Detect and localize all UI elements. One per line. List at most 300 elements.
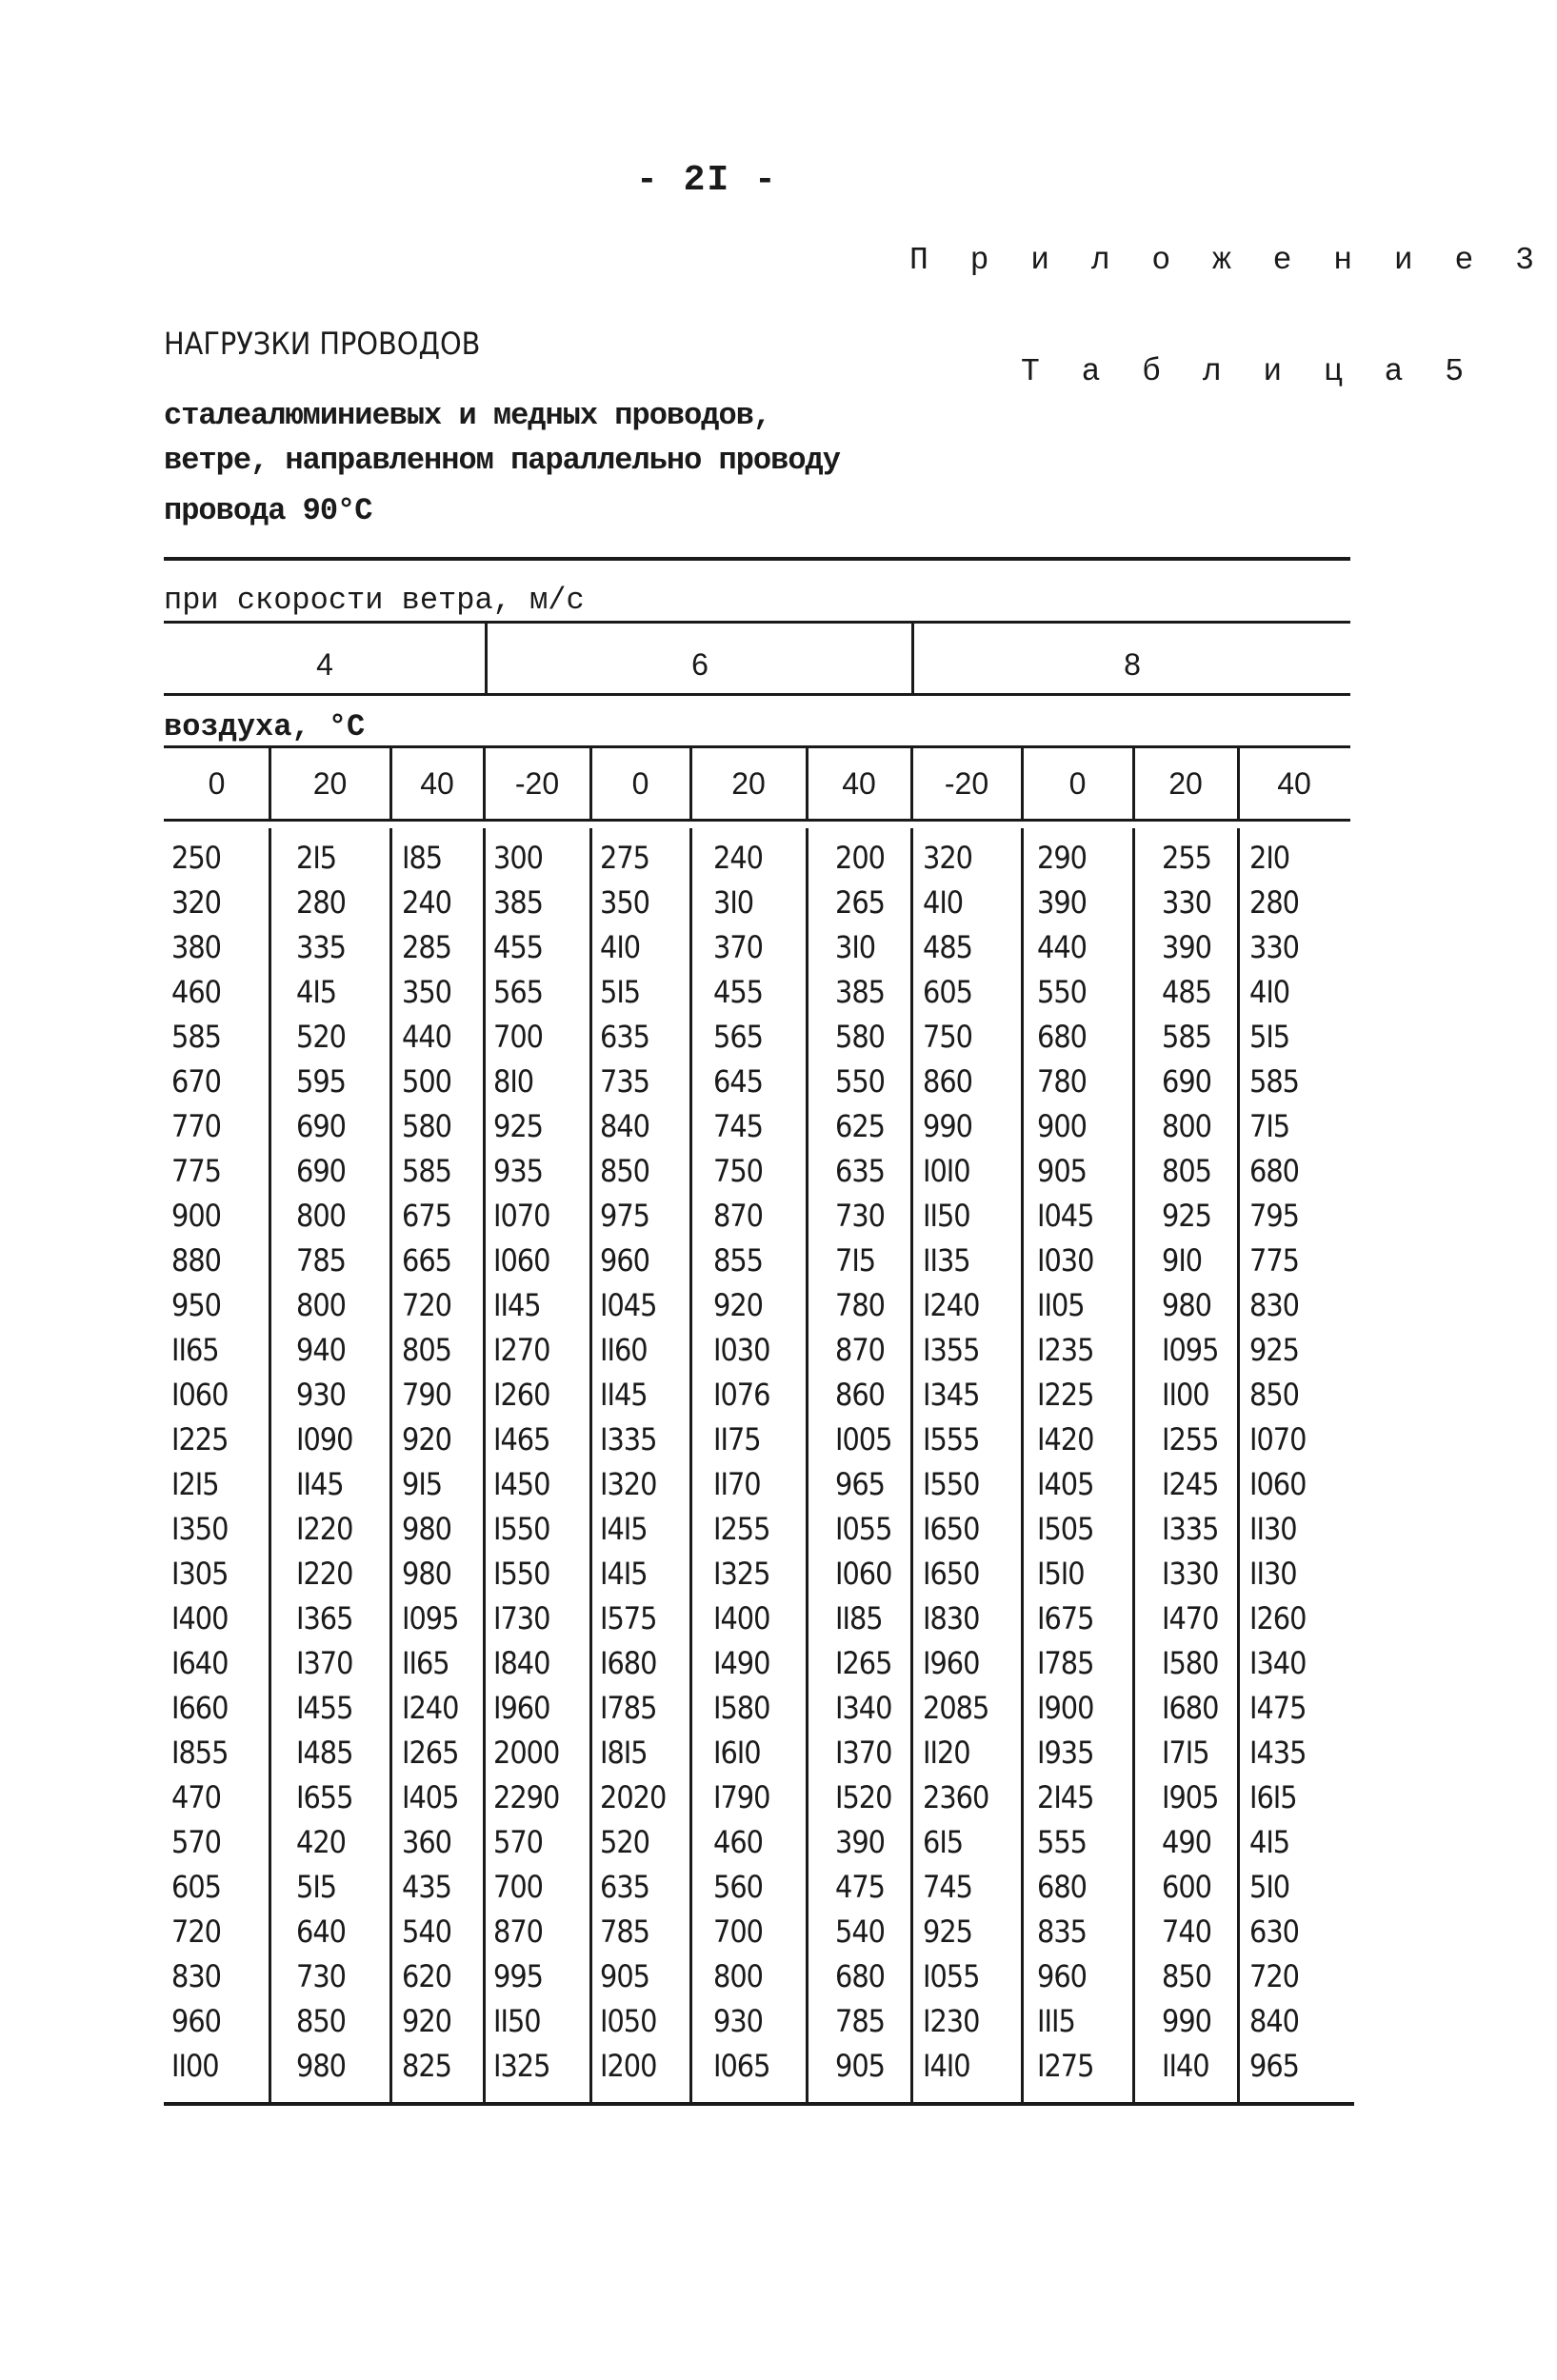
table-cell: I235	[1037, 1332, 1094, 1368]
table-cell: I960	[493, 1690, 550, 1726]
table-cell: I785	[600, 1690, 657, 1726]
table-cell: I2I5	[171, 1466, 219, 1502]
table-cell: 550	[835, 1063, 885, 1100]
table-cell: I790	[713, 1779, 770, 1815]
table-cell: II45	[296, 1466, 344, 1502]
table-cell: 750	[923, 1019, 972, 1055]
table-cell: II00	[171, 2048, 219, 2084]
table-cell: 625	[835, 1108, 885, 1144]
body-column-divider	[1132, 828, 1135, 2102]
table-cell: I6I0	[713, 1735, 761, 1771]
table-cell: I005	[835, 1421, 892, 1458]
air-temp-label: воздуха, °C	[164, 709, 366, 744]
table-cell: I095	[402, 1600, 459, 1636]
table-cell: 960	[171, 2003, 221, 2039]
table-cell: I255	[713, 1511, 770, 1547]
table-cell: 920	[402, 2003, 451, 2039]
table-cell: 640	[296, 1914, 346, 1950]
temp-header-cell: 20	[312, 766, 348, 801]
table-cell: I220	[296, 1556, 353, 1592]
table-cell: 460	[713, 1824, 763, 1860]
table-cell: 680	[1037, 1869, 1087, 1905]
table-cell: 965	[1249, 2048, 1299, 2084]
table-cell: I030	[713, 1332, 770, 1368]
table-cell: II30	[1249, 1511, 1297, 1547]
table-cell: I730	[493, 1600, 550, 1636]
table-cell: 5I5	[296, 1869, 337, 1905]
temp-header-cell: -20	[514, 766, 560, 801]
table-cell: II05	[1037, 1287, 1085, 1323]
table-cell: 385	[835, 974, 885, 1010]
table-cell: 905	[600, 1958, 649, 1994]
table-cell: II60	[600, 1332, 648, 1368]
table-cell: 880	[171, 1242, 221, 1279]
table-cell: I095	[1162, 1332, 1219, 1368]
table-cell: 460	[171, 974, 221, 1010]
table-cell: I400	[171, 1600, 229, 1636]
table-cell: I240	[402, 1690, 459, 1726]
table-cell: I4I5	[600, 1556, 648, 1592]
speed-bottom-rule	[164, 693, 1350, 696]
table-cell: 855	[713, 1242, 763, 1279]
table-cell: I550	[493, 1511, 550, 1547]
temp-bottom-rule	[164, 819, 1350, 822]
table-cell: 905	[835, 2048, 885, 2084]
table-cell: I465	[493, 1421, 550, 1458]
temp-header-cell: 0	[631, 766, 649, 801]
table-cell: 800	[1162, 1108, 1211, 1144]
table-cell: 925	[923, 1914, 972, 1950]
table-cell: I355	[923, 1332, 980, 1368]
table-cell: I060	[493, 1242, 550, 1279]
table-cell: I400	[713, 1600, 770, 1636]
table-cell: I265	[835, 1645, 892, 1681]
body-column-divider	[806, 828, 808, 2102]
table-cell: I0I0	[923, 1153, 970, 1189]
table-cell: 840	[1249, 2003, 1299, 2039]
table-cell: 585	[1162, 1019, 1211, 1055]
table-cell: 800	[296, 1198, 346, 1234]
table-number: Т а б л и ц а 5	[1021, 354, 1476, 389]
table-cell: I320	[600, 1466, 657, 1502]
table-cell: 320	[923, 840, 972, 876]
table-cell: 520	[296, 1019, 346, 1055]
table-cell: 680	[835, 1958, 885, 1994]
table-cell: I060	[835, 1556, 892, 1592]
table-cell: I855	[171, 1735, 229, 1771]
table-cell: I830	[923, 1600, 980, 1636]
table-cell: 720	[402, 1287, 451, 1323]
table-cell: 720	[1249, 1958, 1299, 1994]
table-cell: 370	[713, 929, 763, 965]
table-cell: 950	[171, 1287, 221, 1323]
table-cell: 870	[835, 1332, 885, 1368]
table-cell: I345	[923, 1377, 980, 1413]
header-column-divider	[806, 748, 808, 819]
table-cell: 2360	[923, 1779, 989, 1815]
table-cell: 830	[1249, 1287, 1299, 1323]
table-cell: 5I5	[1249, 1019, 1290, 1055]
table-cell: I575	[600, 1600, 657, 1636]
table-cell: 600	[1162, 1869, 1211, 1905]
header-column-divider	[589, 748, 592, 819]
table-cell: I8I5	[600, 1735, 648, 1771]
table-cell: 335	[296, 929, 346, 965]
table-cell: 795	[1249, 1198, 1299, 1234]
body-column-divider	[589, 828, 592, 2102]
table-cell: 635	[600, 1869, 649, 1905]
table-cell: I4I0	[923, 2048, 970, 2084]
table-cell: I055	[923, 1958, 980, 1994]
table-cell: 775	[1249, 1242, 1299, 1279]
table-cell: 700	[493, 1869, 543, 1905]
table-cell: 825	[402, 2048, 451, 2084]
table-cell: 6I5	[923, 1824, 964, 1860]
table-cell: 2085	[923, 1690, 989, 1726]
table-cell: 920	[402, 1421, 451, 1458]
table-cell: 925	[1162, 1198, 1211, 1234]
table-cell: I580	[1162, 1645, 1219, 1681]
table-cell: 670	[171, 1063, 221, 1100]
table-cell: 385	[493, 884, 543, 921]
table-cell: 735	[600, 1063, 649, 1100]
temp-header-cell: 40	[842, 766, 876, 801]
table-cell: 620	[402, 1958, 451, 1994]
temp-header-cell: 20	[1168, 766, 1203, 801]
table-cell: 390	[835, 1824, 885, 1860]
table-cell: 360	[402, 1824, 451, 1860]
table-cell: I785	[1037, 1645, 1094, 1681]
speed-4-header: 4	[316, 647, 333, 682]
table-cell: I325	[493, 2048, 550, 2084]
table-cell: II30	[1249, 1556, 1297, 1592]
table-cell: 265	[835, 884, 885, 921]
table-cell: 900	[171, 1198, 221, 1234]
table-cell: II50	[493, 2003, 541, 2039]
table-cell: 800	[713, 1958, 763, 1994]
table-cell: 720	[171, 1914, 221, 1950]
table-cell: 595	[296, 1063, 346, 1100]
table-cell: 540	[835, 1914, 885, 1950]
header-column-divider	[1237, 748, 1240, 819]
table-cell: 700	[493, 1019, 543, 1055]
table-cell: 900	[1037, 1108, 1087, 1144]
table-cell: I505	[1037, 1511, 1094, 1547]
temp-header-cell: 20	[731, 766, 766, 801]
table-cell: 285	[402, 929, 451, 965]
table-cell: 5I0	[1249, 1869, 1290, 1905]
table-cell: I470	[1162, 1600, 1219, 1636]
table-cell: III5	[1037, 2003, 1075, 2039]
table-cell: 850	[296, 2003, 346, 2039]
table-cell: 250	[171, 840, 221, 876]
wind-speed-label: при скорости ветра, м/с	[164, 583, 585, 618]
table-cell: 5I5	[600, 974, 641, 1010]
table-cell: 680	[1037, 1019, 1087, 1055]
table-cell: I580	[713, 1690, 770, 1726]
table-cell: I045	[600, 1287, 657, 1323]
header-column-divider	[269, 748, 271, 819]
table-cell: 2I0	[1249, 840, 1290, 876]
table-cell: 390	[1162, 929, 1211, 965]
table-cell: I265	[402, 1735, 459, 1771]
table-cell: 580	[402, 1108, 451, 1144]
table-cell: 9I0	[1162, 1242, 1203, 1279]
table-cell: I275	[1037, 2048, 1094, 2084]
speed-rule	[164, 621, 1350, 624]
table-cell: II40	[1162, 2048, 1209, 2084]
table-cell: 935	[493, 1153, 543, 1189]
table-cell: 980	[296, 2048, 346, 2084]
table-cell: 745	[923, 1869, 972, 1905]
temp-header-cell: 0	[1068, 766, 1087, 801]
table-cell: II85	[835, 1600, 883, 1636]
speed-6-header: 6	[691, 647, 709, 682]
table-cell: 980	[1162, 1287, 1211, 1323]
speed-8-header: 8	[1124, 647, 1141, 682]
table-cell: I840	[493, 1645, 550, 1681]
table-cell: I660	[171, 1690, 229, 1726]
table-cell: 960	[600, 1242, 649, 1279]
table-cell: 605	[923, 974, 972, 1010]
table-cell: I5I0	[1037, 1556, 1085, 1592]
header-column-divider	[483, 748, 486, 819]
table-cell: 9I5	[402, 1466, 443, 1502]
table-cell: 860	[835, 1377, 885, 1413]
table-cell: I960	[923, 1645, 980, 1681]
table-cell: 775	[171, 1153, 221, 1189]
table-cell: 925	[493, 1108, 543, 1144]
table-cell: 905	[1037, 1153, 1087, 1189]
table-cell: 635	[835, 1153, 885, 1189]
table-cell: I450	[493, 1466, 550, 1502]
table-cell: 805	[402, 1332, 451, 1368]
table-cell: I680	[600, 1645, 657, 1681]
table-cell: I680	[1162, 1690, 1219, 1726]
table-cell: 475	[835, 1869, 885, 1905]
table-cell: I255	[1162, 1421, 1219, 1458]
table-cell: 240	[402, 884, 451, 921]
table-title: НАГРУЗКИ ПРОВОДОВ	[164, 326, 481, 362]
table-cell: 780	[835, 1287, 885, 1323]
table-cell: 730	[835, 1198, 885, 1234]
table-cell: 2020	[600, 1779, 667, 1815]
table-cell: 2000	[493, 1735, 560, 1771]
table-cell: I076	[713, 1377, 770, 1413]
table-cell: I485	[296, 1735, 353, 1771]
table-cell: 4I0	[1249, 974, 1290, 1010]
table-cell: 750	[713, 1153, 763, 1189]
body-column-divider	[689, 828, 692, 2102]
table-cell: I090	[296, 1421, 353, 1458]
table-cell: 645	[713, 1063, 763, 1100]
table-cell: II75	[713, 1421, 761, 1458]
table-cell: 730	[296, 1958, 346, 1994]
table-cell: I900	[1037, 1690, 1094, 1726]
table-cell: I365	[296, 1600, 353, 1636]
table-cell: 805	[1162, 1153, 1211, 1189]
header-column-divider	[389, 748, 392, 819]
caption-line-1: сталеалюминиевых и медных проводов,	[164, 398, 771, 433]
table-cell: 665	[402, 1242, 451, 1279]
table-cell: 785	[296, 1242, 346, 1279]
table-cell: 585	[171, 1019, 221, 1055]
table-cell: I030	[1037, 1242, 1094, 1279]
table-cell: I650	[923, 1556, 980, 1592]
table-cell: 850	[1249, 1377, 1299, 1413]
table-cell: 320	[171, 884, 221, 921]
table-cell: 940	[296, 1332, 346, 1368]
table-cell: 455	[713, 974, 763, 1010]
table-cell: I640	[171, 1645, 229, 1681]
table-cell: I225	[171, 1421, 229, 1458]
table-cell: 570	[493, 1824, 543, 1860]
body-column-divider	[269, 828, 271, 2102]
header-column-divider	[1021, 748, 1024, 819]
table-cell: I405	[402, 1779, 459, 1815]
table-cell: 8I0	[493, 1063, 534, 1100]
table-cell: 2I45	[1037, 1779, 1094, 1815]
table-cell: 500	[402, 1063, 451, 1100]
table-cell: 800	[296, 1287, 346, 1323]
table-cell: I335	[600, 1421, 657, 1458]
table-cell: I520	[835, 1779, 892, 1815]
temp-top-rule	[164, 745, 1350, 748]
table-cell: I270	[493, 1332, 550, 1368]
table-cell: I555	[923, 1421, 980, 1458]
table-cell: 585	[1249, 1063, 1299, 1100]
table-cell: I4I5	[600, 1511, 648, 1547]
table-cell: I370	[296, 1645, 353, 1681]
table-cell: 255	[1162, 840, 1211, 876]
table-cell: 870	[713, 1198, 763, 1234]
table-cell: 290	[1037, 840, 1087, 876]
table-cell: 490	[1162, 1824, 1211, 1860]
table-cell: I6I5	[1249, 1779, 1297, 1815]
body-column-divider	[910, 828, 913, 2102]
table-cell: 740	[1162, 1914, 1211, 1950]
table-cell: 930	[713, 2003, 763, 2039]
table-cell: I550	[493, 1556, 550, 1592]
speed-divider-1	[485, 624, 488, 693]
table-cell: I7I5	[1162, 1735, 1209, 1771]
table-cell: 920	[713, 1287, 763, 1323]
table-cell: 540	[402, 1914, 451, 1950]
table-cell: 555	[1037, 1824, 1087, 1860]
table-cell: 840	[600, 1108, 649, 1144]
table-cell: I240	[923, 1287, 980, 1323]
table-cell: 455	[493, 929, 543, 965]
temp-header-cell: 40	[1277, 766, 1311, 801]
body-column-divider	[389, 828, 392, 2102]
table-cell: 4I0	[923, 884, 964, 921]
table-cell: 280	[296, 884, 346, 921]
table-cell: 605	[171, 1869, 221, 1905]
table-cell: 850	[1162, 1958, 1211, 1994]
table-cell: I225	[1037, 1377, 1094, 1413]
table-cell: 995	[493, 1958, 543, 1994]
table-cell: 435	[402, 1869, 451, 1905]
table-cell: 560	[713, 1869, 763, 1905]
table-cell: 785	[835, 2003, 885, 2039]
header-column-divider	[910, 748, 913, 819]
caption-line-2: ветре, направленном параллельно проводу	[164, 443, 840, 478]
table-cell: I070	[1249, 1421, 1307, 1458]
table-cell: I935	[1037, 1735, 1094, 1771]
table-cell: 485	[1162, 974, 1211, 1010]
table-cell: 4I0	[600, 929, 641, 965]
table-cell: II70	[713, 1466, 761, 1502]
appendix-label: П р и л о ж е н и е 3	[909, 243, 1546, 278]
table-cell: 4I5	[296, 974, 337, 1010]
table-cell: 975	[600, 1198, 649, 1234]
table-cell: 580	[835, 1019, 885, 1055]
table-cell: 675	[402, 1198, 451, 1234]
page-number: - 2I -	[636, 160, 778, 201]
table-cell: 835	[1037, 1914, 1087, 1950]
table-cell: 3I0	[713, 884, 754, 921]
table-cell: 200	[835, 840, 885, 876]
table-cell: I220	[296, 1511, 353, 1547]
table-cell: 850	[600, 1153, 649, 1189]
table-cell: I335	[1162, 1511, 1219, 1547]
table-cell: I405	[1037, 1466, 1094, 1502]
table-cell: 690	[296, 1153, 346, 1189]
table-cell: 420	[296, 1824, 346, 1860]
table-cell: 440	[1037, 929, 1087, 965]
table-cell: 965	[835, 1466, 885, 1502]
table-bottom-rule	[164, 2102, 1354, 2106]
table-cell: I340	[1249, 1645, 1307, 1681]
table-cell: I650	[923, 1511, 980, 1547]
table-cell: I200	[600, 2048, 657, 2084]
table-cell: 745	[713, 1108, 763, 1144]
table-cell: 550	[1037, 974, 1087, 1010]
table-cell: 565	[493, 974, 543, 1010]
table-cell: 7I5	[835, 1242, 876, 1279]
table-cell: II65	[171, 1332, 219, 1368]
table-cell: 440	[402, 1019, 451, 1055]
table-cell: I050	[600, 2003, 657, 2039]
table-cell: 585	[402, 1153, 451, 1189]
temp-header-cell: -20	[944, 766, 989, 801]
table-cell: I370	[835, 1735, 892, 1771]
table-cell: 280	[1249, 884, 1299, 921]
table-cell: 350	[600, 884, 649, 921]
table-cell: 980	[402, 1556, 451, 1592]
table-cell: I060	[1249, 1466, 1307, 1502]
table-cell: I245	[1162, 1466, 1219, 1502]
table-cell: 990	[1162, 2003, 1211, 2039]
table-cell: 350	[402, 974, 451, 1010]
table-cell: I490	[713, 1645, 770, 1681]
table-cell: 380	[171, 929, 221, 965]
table-cell: 870	[493, 1914, 543, 1950]
table-cell: 4I5	[1249, 1824, 1290, 1860]
table-cell: 770	[171, 1108, 221, 1144]
body-column-divider	[483, 828, 486, 2102]
table-cell: I305	[171, 1556, 229, 1592]
temp-header-cell: 40	[420, 766, 454, 801]
table-cell: I330	[1162, 1556, 1219, 1592]
table-cell: I655	[296, 1779, 353, 1815]
table-cell: 830	[171, 1958, 221, 1994]
table-cell: 485	[923, 929, 972, 965]
table-cell: 2I5	[296, 840, 337, 876]
table-cell: 635	[600, 1019, 649, 1055]
table-cell: II50	[923, 1198, 970, 1234]
table-cell: I260	[493, 1377, 550, 1413]
